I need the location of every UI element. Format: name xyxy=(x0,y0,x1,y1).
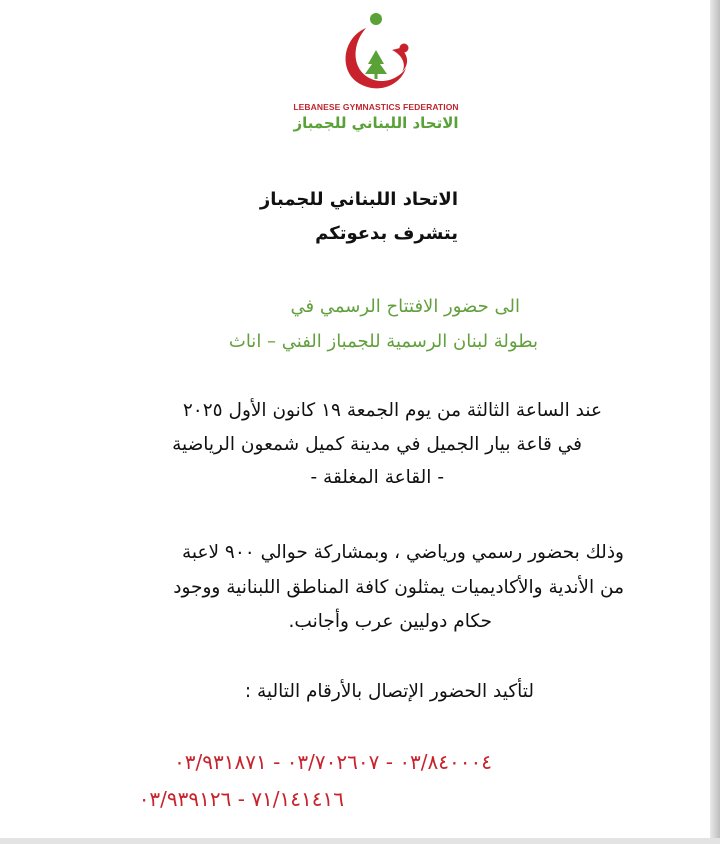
invitation-line: يتشرف بدعوتكم xyxy=(315,223,458,244)
event-venue: في قاعة بيار الجميل في مدينة كميل شمعون الرياضية xyxy=(172,434,582,455)
event-hall: - القاعة المغلقة - xyxy=(310,467,444,488)
event-name: بطولة لبنان الرسمية للجمباز الفني – اناث xyxy=(228,331,538,352)
event-intro: الى حضور الافتتاح الرسمي في xyxy=(290,296,520,317)
phone-numbers-line-1: ٠٣/٨٤٠٠٠٤ - ٠٣/٧٠٢٦٠٧ - ٠٣/٩٣١٨٧١ xyxy=(174,750,492,774)
organizer-title: الاتحاد اللبناني للجمباز xyxy=(259,189,458,210)
cedar-icon xyxy=(365,50,387,74)
details-line-1: وذلك بحضور رسمي ورياضي ، وبمشاركة حوالي ٩٠٠ لاعبة xyxy=(181,542,624,563)
event-datetime: عند الساعة الثالثة من يوم الجمعة ١٩ كانون الأول ٢٠٢٥ xyxy=(182,400,602,421)
details-line-3: حكام دوليين عرب وأجانب. xyxy=(288,611,492,632)
phone-numbers-line-2: ٧١/١٤١٤١٦ - ٠٣/٩٣٩١٢٦ xyxy=(138,787,344,811)
logo-arabic-name: الاتحاد اللبناني للجمباز xyxy=(293,114,459,132)
logo-emblem-icon xyxy=(326,10,426,102)
logo-english-name: LEBANESE GYMNASTICS FEDERATION xyxy=(293,102,459,112)
page-edge-bottom xyxy=(0,838,720,844)
details-line-2: من الأندية والأكاديميات يمثلون كافة المناطق اللبنانية ووجود xyxy=(173,577,624,598)
logo-dot-icon xyxy=(370,13,382,25)
page-edge xyxy=(710,0,720,844)
contact-intro: لتأكيد الحضور الإتصال بالأرقام التالية : xyxy=(244,681,534,702)
federation-logo xyxy=(286,10,466,140)
